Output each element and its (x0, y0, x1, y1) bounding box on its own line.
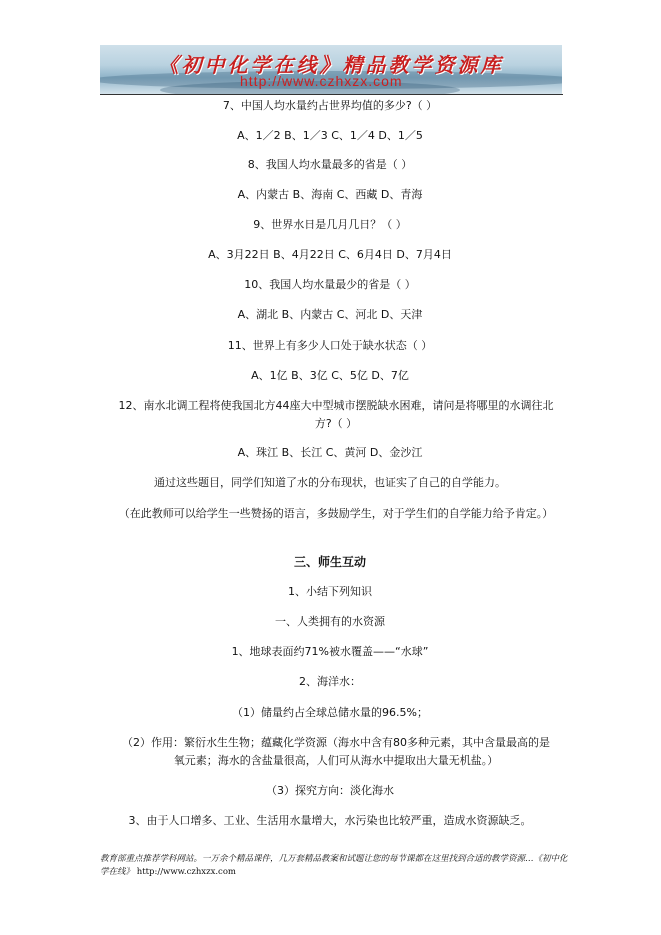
question-12: 12、南水北调工程将使我国北方44座大中型城市摆脱缺水困难，请问是将哪里的水调往北方?（ ） (118, 399, 554, 430)
header-divider (100, 94, 563, 95)
footer-text: 教育部重点推荐学科网站。一万余个精品课件，几万套精品教案和试题让您的每节课都在这里找到合适的教学资源…《初中化学在线》 (100, 854, 568, 877)
point-1: 1、地球表面约71%被水覆盖——“水球” (231, 645, 429, 658)
point-2: 2、海洋水： (299, 675, 361, 688)
point-2-2: （2）作用：繁衍水生生物；蕴藏化学资源（海水中含有80多种元素，其中含量最高的是氧元素；海水的含盐量很高，人们可从海水中提取出大量无机盐。） (122, 736, 550, 767)
point-2-3: （3）探究方向：淡化海水 (266, 784, 394, 797)
question-11-options: A、1亿 B、3亿 C、5亿 D、7亿 (251, 369, 409, 382)
subheading-water-resources: 一、人类拥有的水资源 (275, 615, 385, 628)
question-10-options: A、湖北 B、内蒙古 C、河北 D、天津 (237, 308, 423, 321)
footer-note (100, 853, 570, 879)
section-3-heading: 三、师生互动 (293, 555, 366, 569)
question-9: 9、世界水日是几月几日？（ ） (253, 218, 407, 231)
item-1: 1、小结下列知识 (288, 585, 372, 598)
header-banner (100, 45, 562, 95)
question-8-options: A、内蒙古 B、海南 C、西藏 D、青海 (237, 188, 423, 201)
teacher-note: （在此教师可以给学生一些赞扬的语言，多鼓励学生，对于学生们的自学能力给予肯定。） (118, 507, 554, 520)
question-8: 8、我国人均水量最多的省是（ ） (247, 158, 413, 171)
summary-text: 通过这些题目，同学们知道了水的分布现状，也证实了自己的自学能力。 (154, 476, 506, 489)
footer-url[interactable]: http://www.czhxzx.com (136, 867, 236, 877)
question-7: 7、中国人均水量约占世界均值的多少?（ ） (222, 99, 438, 112)
banner-url[interactable]: http://www.czhxzx.com (240, 73, 403, 89)
banner-title: 《初中化学在线》精品教学资源库 (158, 53, 504, 77)
point-3: 3、由于人口增多、工业、生活用水量增大，水污染也比较严重，造成水资源缺乏。 (128, 814, 532, 827)
question-11: 11、世界上有多少人口处于缺水状态（ ） (227, 339, 433, 352)
point-2-1: （1）储量约占全球总储水量的96.5%； (232, 706, 428, 719)
question-12-options: A、珠江 B、长江 C、黄河 D、金沙江 (237, 446, 423, 459)
question-9-options: A、3月22日 B、4月22日 C、6月4日 D、7月4日 (208, 248, 452, 261)
question-7-options: A、1／2 B、1／3 C、1／4 D、1／5 (237, 129, 423, 142)
question-10: 10、我国人均水量最少的省是（ ） (244, 278, 416, 291)
